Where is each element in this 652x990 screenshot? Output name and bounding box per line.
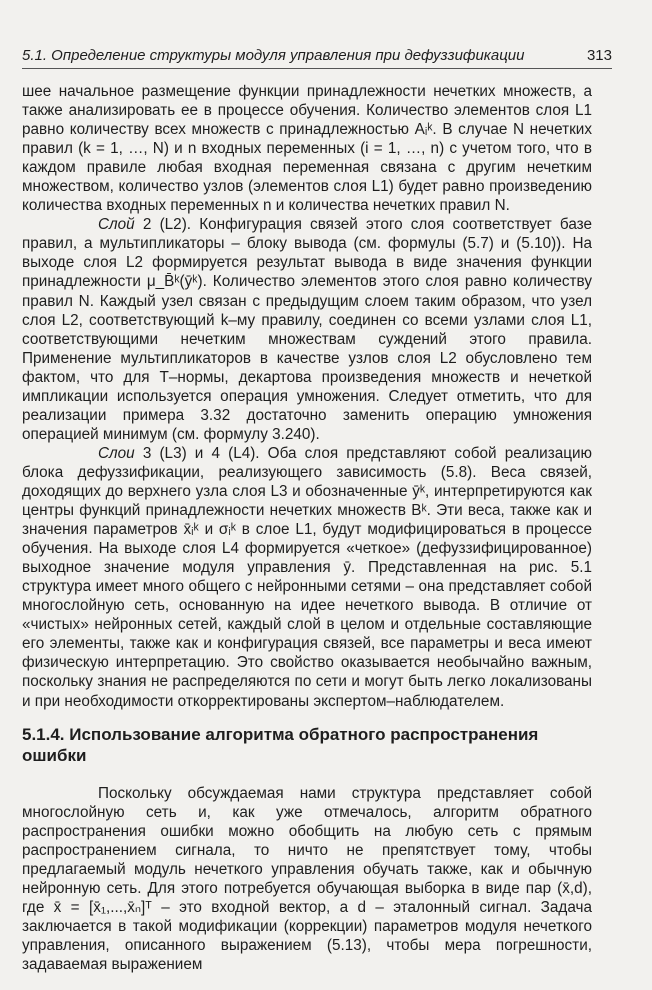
paragraph-3-text: 3 (L3) и 4 (L4). Оба слоя представляют собой реализацию блока дефуззификации, реализующего зависимость (5.8). Веса связей, доходящих до верхнего узла слоя L3 и обозначенные ȳᵏ, интерпретируются как центры функций принадлежности нечетких множеств Bᵏ. Эти веса, также как и значения параметров x̄ᵢᵏ и σᵢᵏ в слое L1, будут модифицироваться в процессе обучения. На выходе слоя L4 формируется «четкое» (дефуззифицированное) выходное значение модуля управления ȳ. Представленная на рис. 5.1 структура имеет много общего с нейронными сетями – она представляет собой многослойную сеть, основанную на идее нечеткого вывода. В отличие от «чистых» нейронных сетей, каждый слой в целом и отдельные составляющие его элементы, также как и конфигурация связей, все параметры и веса имеют физическую интерпретацию. Это свойство оказывается необычайно важным, поскольку знания не распределяются по сети и могут быть легко локализованы и при необходимости откорректированы экспертом–наблюдателем.	[22, 444, 592, 710]
body-text	[22, 82, 592, 974]
header-title: 5.1. Определение структуры модуля управления при дефуззификации	[22, 47, 525, 64]
running-header	[22, 34, 612, 69]
paragraph-2-text: 2 (L2). Конфигурация связей этого слоя соответствует базе правил, а мультипликаторы – блоку вывода (см. формулы (5.7) и (5.10)). На выходе слоя L2 формируется результат вывода в виде значения функции принадлежности μ_B̄ᵏ(ȳᵏ). Количество элементов этого слоя равно количеству правил N. Каждый узел связан с предыдущим слоем таким образом, что узел слоя L2, соответствующий k–му правилу, соединен со всеми узлами слоя L1, соответствующими нечетким множествам суждений этого правила. Применение мультипликаторов в качестве узлов слоя L2 обусловлено тем фактом, что для T–нормы, декартова произведения множеств и нечеткой импликации используется операция умножения. Следует отметить, что для реализации примера 3.32 достаточно заменить операцию умножения операцией минимум (см. формулу 3.240).	[22, 216, 592, 443]
page-number: 313	[586, 47, 612, 64]
paragraph-1: шее начальное размещение функции принадлежности нечетких множеств, а также анализировать ее в процессе обучения. Количество элементов слоя L1 равно количеству всех множеств с принадлежностью Aᵢᵏ. В случае N нечетких правил (k = 1, …, N) и n входных переменных (i = 1, …, n) с учетом того, что в каждом правиле любая входная переменная связана с другим нечетким множеством, количество узлов (элементов слоя L1) будет равно произведению количества входных переменных n и количества нечетких правил N.	[22, 83, 592, 215]
paragraph-2	[22, 215, 592, 444]
paragraph-4: Поскольку обсуждаемая нами структура представляет собой многослойную сеть и, как уже отмечалось, алгоритм обратного распространения ошибки можно обобщить на любую сеть с прямым распространением сигнала, то ничто не препятствует тому, чтобы предлагаемый модуль нечеткого управления обучать также, как и обычную нейронную сеть. Для этого потребуется обучающая выборка в виде пар (x̄,d), где x̄ = [x̄₁,...,x̄ₙ]ᵀ – это входной вектор, а d – эталонный сигнал. Задача заключается в такой модификации (коррекции) параметров модуля нечеткого управления, описанного выражением (5.13), чтобы мера погрешности, задаваемая выражением	[22, 784, 592, 973]
layer-label-3: Слои	[98, 444, 135, 462]
section-heading: 5.1.4. Использование алгоритма обратного распространения ошибки	[22, 724, 539, 765]
paragraph-3	[22, 444, 592, 711]
layer-label-2: Слой	[98, 216, 135, 234]
